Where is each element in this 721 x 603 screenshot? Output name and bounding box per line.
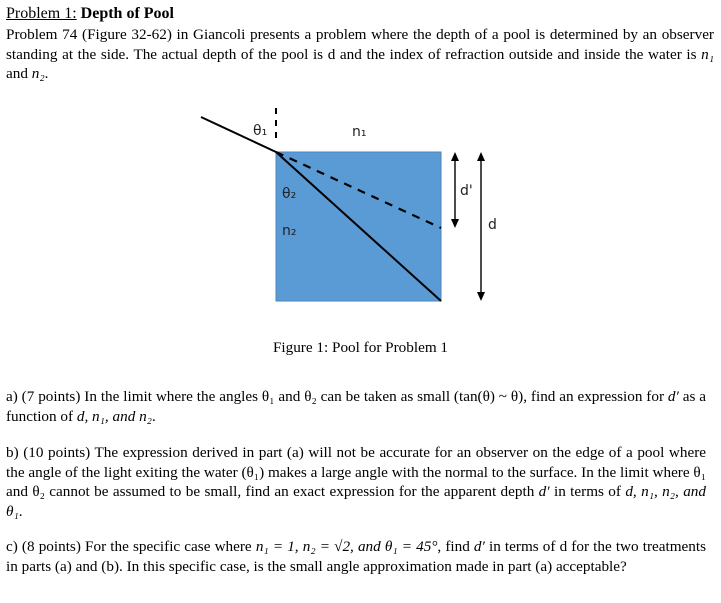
- qa-after: can be taken as small (tan(θ) ~ θ), find an expression for: [316, 388, 668, 405]
- qb-theta1a: θ₁: [246, 463, 260, 481]
- d-prime-arrow-top: [451, 152, 459, 161]
- n1-label: n₁: [352, 124, 367, 140]
- qa-mid: and: [274, 388, 305, 405]
- qc-cond: n₁ = 1, n₂ = √2, and θ₁ = 45°: [255, 538, 438, 555]
- qc-text2: , find: [437, 538, 474, 555]
- question-a: [6, 387, 706, 426]
- d-arrow-bottom: [477, 292, 485, 301]
- qc-dprime: d′: [473, 538, 485, 555]
- qb-theta2: θ₂: [32, 483, 45, 500]
- d-prime-label: d': [460, 183, 473, 199]
- intro-text: Problem 74 (Figure 32-62) in Giancoli presents a problem where the depth of a pool is determined by an observer standing at the side. The actual depth of the pool is d and the index of refraction outside and inside the water is: [6, 26, 714, 63]
- figure-caption: Figure 1: Pool for Problem 1: [272, 339, 449, 356]
- d-label: d: [488, 217, 497, 233]
- document: [6, 4, 714, 84]
- pool-figure: [190, 104, 510, 364]
- pool-diagram: [190, 104, 510, 344]
- intro-n1: n₁: [701, 45, 714, 63]
- problem-title: Depth of Pool: [80, 5, 174, 22]
- qa-vars: d, n₁, and n₂: [76, 407, 152, 425]
- problem-heading: [6, 4, 714, 24]
- qa-end: .: [151, 407, 156, 425]
- qb-text2: ) makes a large angle with the normal to the surface. In the limit where: [259, 463, 694, 481]
- qb-text1: b) (10 points) The expression derived in part (a) will not be accurate for an observer on the edge of a pool where the angle of the light exiting the water (: [6, 444, 706, 481]
- qa-prefix: a) (7 points) In the limit where the angles: [6, 388, 262, 405]
- theta1-label: θ₁: [253, 123, 268, 139]
- qa-fn: as a function of: [6, 388, 706, 425]
- question-c: [6, 537, 706, 576]
- d-arrow-top: [477, 152, 485, 161]
- qc-text1: c) (8 points) For the specific case where: [6, 538, 256, 555]
- qa-theta2: θ₂: [304, 388, 317, 405]
- theta2-label: θ₂: [282, 186, 297, 202]
- qb-dprime: d′: [538, 483, 550, 500]
- qb-end: .: [18, 502, 23, 520]
- qa-dprime: d′: [667, 388, 679, 405]
- intro-paragraph: [6, 25, 714, 84]
- qc-text3: in terms of d for the two treatments in parts (a) and (b). In this specific case, is the small angle approximation made in part (a) acceptable?: [6, 538, 706, 575]
- d-prime-arrow-bottom: [451, 219, 459, 228]
- qb-vars: d, n₁, n₂, and θ₁: [6, 483, 706, 520]
- qb-text5: in terms of: [549, 483, 626, 500]
- n2-label: n₂: [282, 223, 297, 239]
- qb-text4: cannot be assumed to be small, find an exact expression for the apparent depth: [44, 483, 539, 500]
- intro-end: .: [44, 65, 49, 82]
- intro-n2: n₂: [31, 65, 45, 82]
- intro-and: and: [6, 65, 32, 82]
- question-b: [6, 443, 706, 521]
- problem-label: Problem 1:: [6, 5, 77, 22]
- qb-theta1b: θ₁: [693, 463, 706, 481]
- qb-text3: and: [6, 483, 33, 500]
- qa-theta1: θ₁: [261, 388, 275, 405]
